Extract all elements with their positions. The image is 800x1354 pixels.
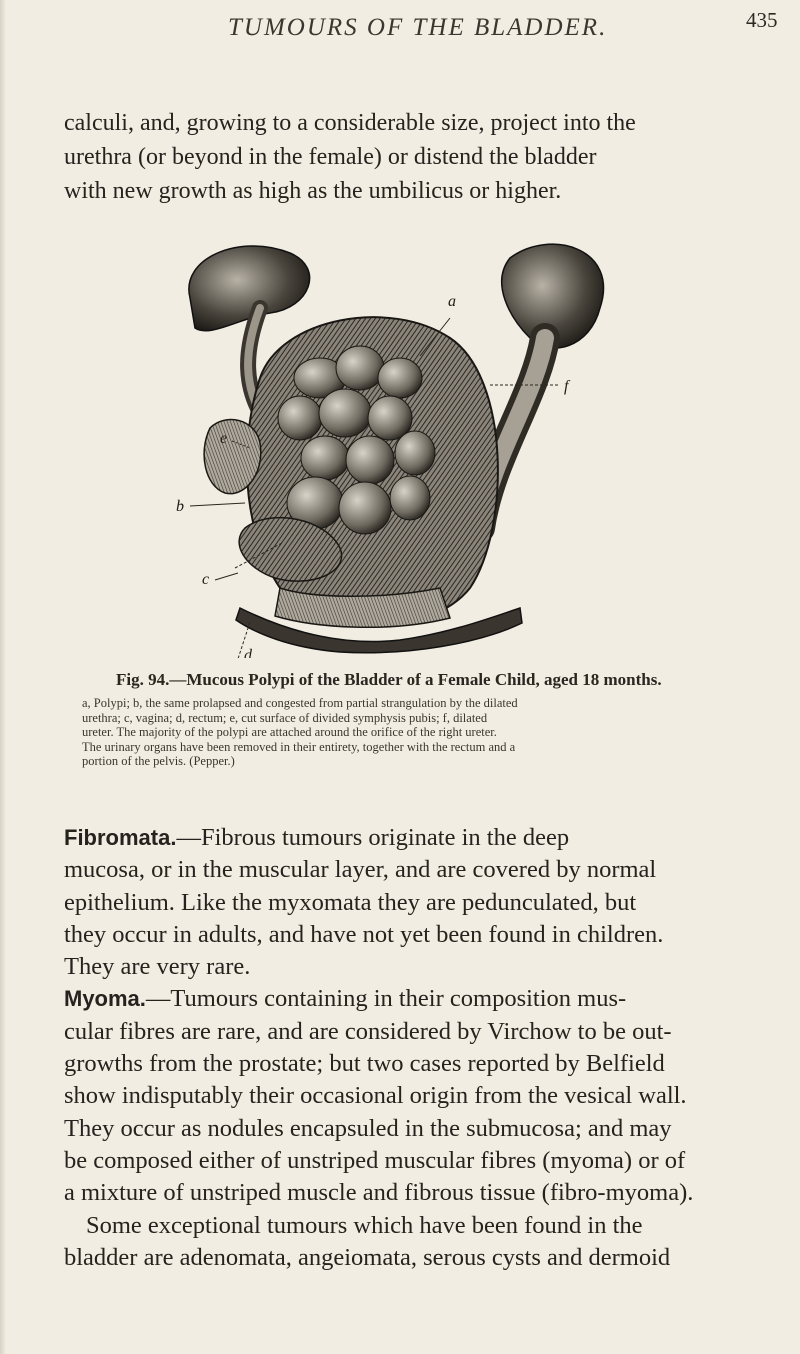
caption-line: urethra; c, vagina; d, rectum; e, cut surface of divided symphysis pubis; f, dilated bbox=[82, 710, 488, 725]
anatomical-illustration bbox=[150, 228, 650, 658]
text-line: show indisputably their occasional origin from the vesical wall. bbox=[64, 1082, 687, 1110]
caption-line: ureter. The majority of the polypi are attached around the orifice of the right ureter. bbox=[82, 725, 497, 739]
polypi-cluster bbox=[278, 346, 435, 534]
myoma-first-line bbox=[64, 983, 776, 1015]
fibromata-first-line bbox=[64, 822, 776, 854]
text-line: urethra (or beyond in the female) or distend the bladder bbox=[64, 144, 597, 170]
intro-paragraph bbox=[64, 106, 774, 208]
body-text bbox=[64, 822, 776, 1274]
bladder-engraving bbox=[150, 228, 650, 658]
caption-line: The urinary organs have been removed in their entirety, together with the rectum and a bbox=[82, 739, 516, 754]
text-line: calculi, and, growing to a considerable size, project into the bbox=[64, 110, 636, 136]
text-line: They are very rare. bbox=[64, 953, 251, 981]
running-header bbox=[0, 6, 800, 46]
label-c: c bbox=[202, 571, 210, 588]
caption-line: portion of the pelvis. (Pepper.) bbox=[82, 754, 235, 768]
fibromata-heading: Fibromata. bbox=[64, 825, 177, 850]
label-b: b bbox=[176, 498, 184, 515]
text-line: cular fibres are rare, and are considered by Virchow to be out- bbox=[64, 1017, 672, 1045]
text-line: growths from the prostate; but two cases reported by Belfield bbox=[64, 1050, 665, 1078]
text-line: —Tumours containing in their composition mus- bbox=[145, 985, 627, 1013]
text-line: epithelium. Like the myxomata they are pedunculated, but bbox=[64, 888, 637, 916]
running-title: TUMOURS OF THE BLADDER. bbox=[228, 14, 608, 41]
text-line: with new growth as high as the umbilicus or higher. bbox=[64, 178, 562, 204]
label-d: d bbox=[244, 647, 252, 658]
caption-line: a, Polypi; b, the same prolapsed and congested from partial strangulation by the dilated bbox=[82, 696, 518, 710]
text-line: a mixture of unstriped muscle and fibrous tissue (fibro-myoma). bbox=[64, 1179, 694, 1207]
label-e: e bbox=[220, 430, 228, 447]
text-line: be composed either of unstriped muscular fibres (myoma) or of bbox=[64, 1146, 686, 1174]
figure-caption bbox=[82, 670, 764, 769]
text-line: bladder are adenomata, angeiomata, serous cysts and dermoid bbox=[64, 1243, 671, 1271]
myoma-heading: Myoma. bbox=[64, 986, 146, 1012]
label-f: f bbox=[564, 378, 569, 395]
caption-legend bbox=[82, 696, 764, 769]
text-line: —Fibrous tumours originate in the deep bbox=[176, 824, 570, 851]
page-number: 435 bbox=[746, 8, 778, 32]
caption-title: Fig. 94.—Mucous Polypi of the Bladder of a Female Child, aged 18 months. bbox=[116, 670, 662, 689]
text-line: Some exceptional tumours which have been found in the bbox=[86, 1211, 643, 1239]
label-a: a bbox=[448, 293, 456, 310]
text-line: mucosa, or in the muscular layer, and are covered by normal bbox=[64, 856, 657, 884]
text-line: they occur in adults, and have not yet been found in children. bbox=[64, 920, 664, 948]
page-edge-shadow bbox=[0, 0, 6, 1354]
text-line: They occur as nodules encapsuled in the submucosa; and may bbox=[64, 1114, 672, 1142]
